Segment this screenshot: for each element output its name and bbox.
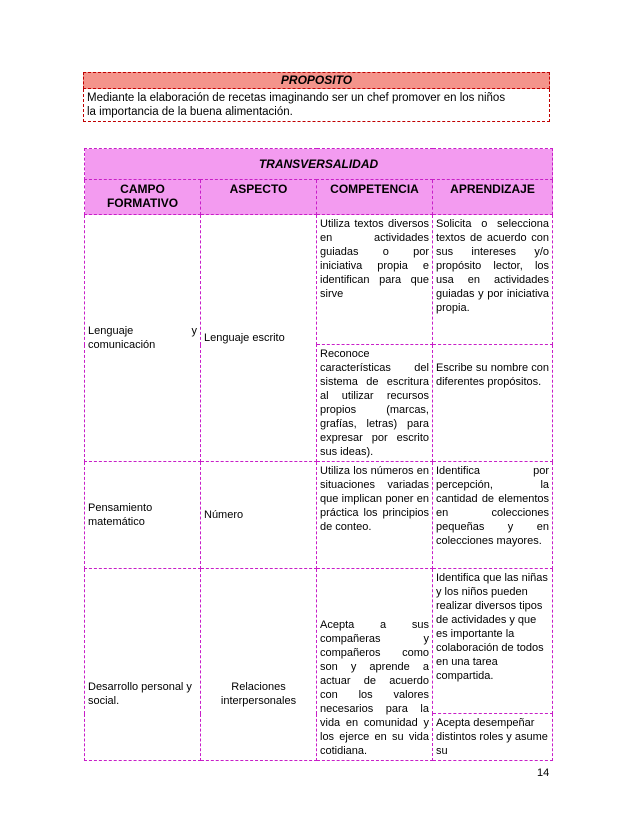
campo-desarrollo: Desarrollo personal y social. <box>85 569 201 761</box>
table-row <box>85 215 553 345</box>
proposito-line-1: Mediante la elaboración de recetas imaginando ser un chef promover en los niños <box>87 92 506 104</box>
aprendizaje-lenguaje-2: Escribe su nombre con diferentes propósitos. <box>433 345 553 462</box>
proposito-line-2: la importancia de la buena alimentación. <box>87 106 293 118</box>
campo-pensamiento: Pensamiento matemático <box>85 462 201 569</box>
page-number: 14 <box>537 767 550 779</box>
aprendizaje-desarrollo-1: Identifica que las niñas y los niños pueden realizar diversos tipos de actividades y que es importante la colaboración de todos en una tarea compartida. <box>433 569 553 714</box>
aspecto-relaciones: Relaciones interpersonales <box>201 569 317 761</box>
table-header-row <box>85 180 553 215</box>
table-row <box>85 569 553 714</box>
campo-lenguaje-word2: y <box>191 325 197 337</box>
proposito-title: PROPOSITO <box>83 72 550 89</box>
aprendizaje-lenguaje-1: Solicita o selecciona textos de acuerdo con sus intereses y/o propósito lector, los usa en actividades guiadas y por iniciativa propia. <box>433 215 553 345</box>
competencia-lenguaje-1: Utiliza textos diversos en actividades guiadas o por iniciativa propia e identifican para que sirve <box>317 215 433 345</box>
campo-lenguaje <box>85 215 201 462</box>
aprendizaje-pensamiento: Identifica por percepción, la cantidad de elementos en colecciones pequeñas y en colecciones mayores. <box>433 462 553 569</box>
header-campo-formativo: CAMPO FORMATIVO <box>85 180 201 215</box>
aspecto-numero: Número <box>201 462 317 569</box>
table-row <box>85 462 553 569</box>
header-aprendizaje: APRENDIZAJE <box>433 180 553 215</box>
competencia-desarrollo: Acepta a sus compañeras y compañeros como son y aprende a actuar de acuerdo con los valores necesarios para la vida en comunidad y los ejerce en su vida cotidiana. <box>317 569 433 761</box>
campo-lenguaje-rest: comunicación <box>88 339 156 351</box>
header-competencia: COMPETENCIA <box>317 180 433 215</box>
aspecto-lenguaje: Lenguaje escrito <box>201 215 317 462</box>
aprendizaje-desarrollo-2: Acepta desempeñar distintos roles y asume su <box>433 714 553 761</box>
proposito-text <box>83 89 550 122</box>
campo-lenguaje-word1: Lenguaje <box>88 325 134 337</box>
competencia-pensamiento: Utiliza los números en situaciones variadas que implican poner en práctica los principios de conteo. <box>317 462 433 569</box>
transversalidad-table <box>84 148 553 761</box>
transversalidad-title: TRANSVERSALIDAD <box>85 149 553 180</box>
competencia-lenguaje-2: Reconoce características del sistema de escritura al utilizar recursos propios (marcas, grafías, letras) para expresar por escrito sus ideas). <box>317 345 433 462</box>
header-aspecto: ASPECTO <box>201 180 317 215</box>
